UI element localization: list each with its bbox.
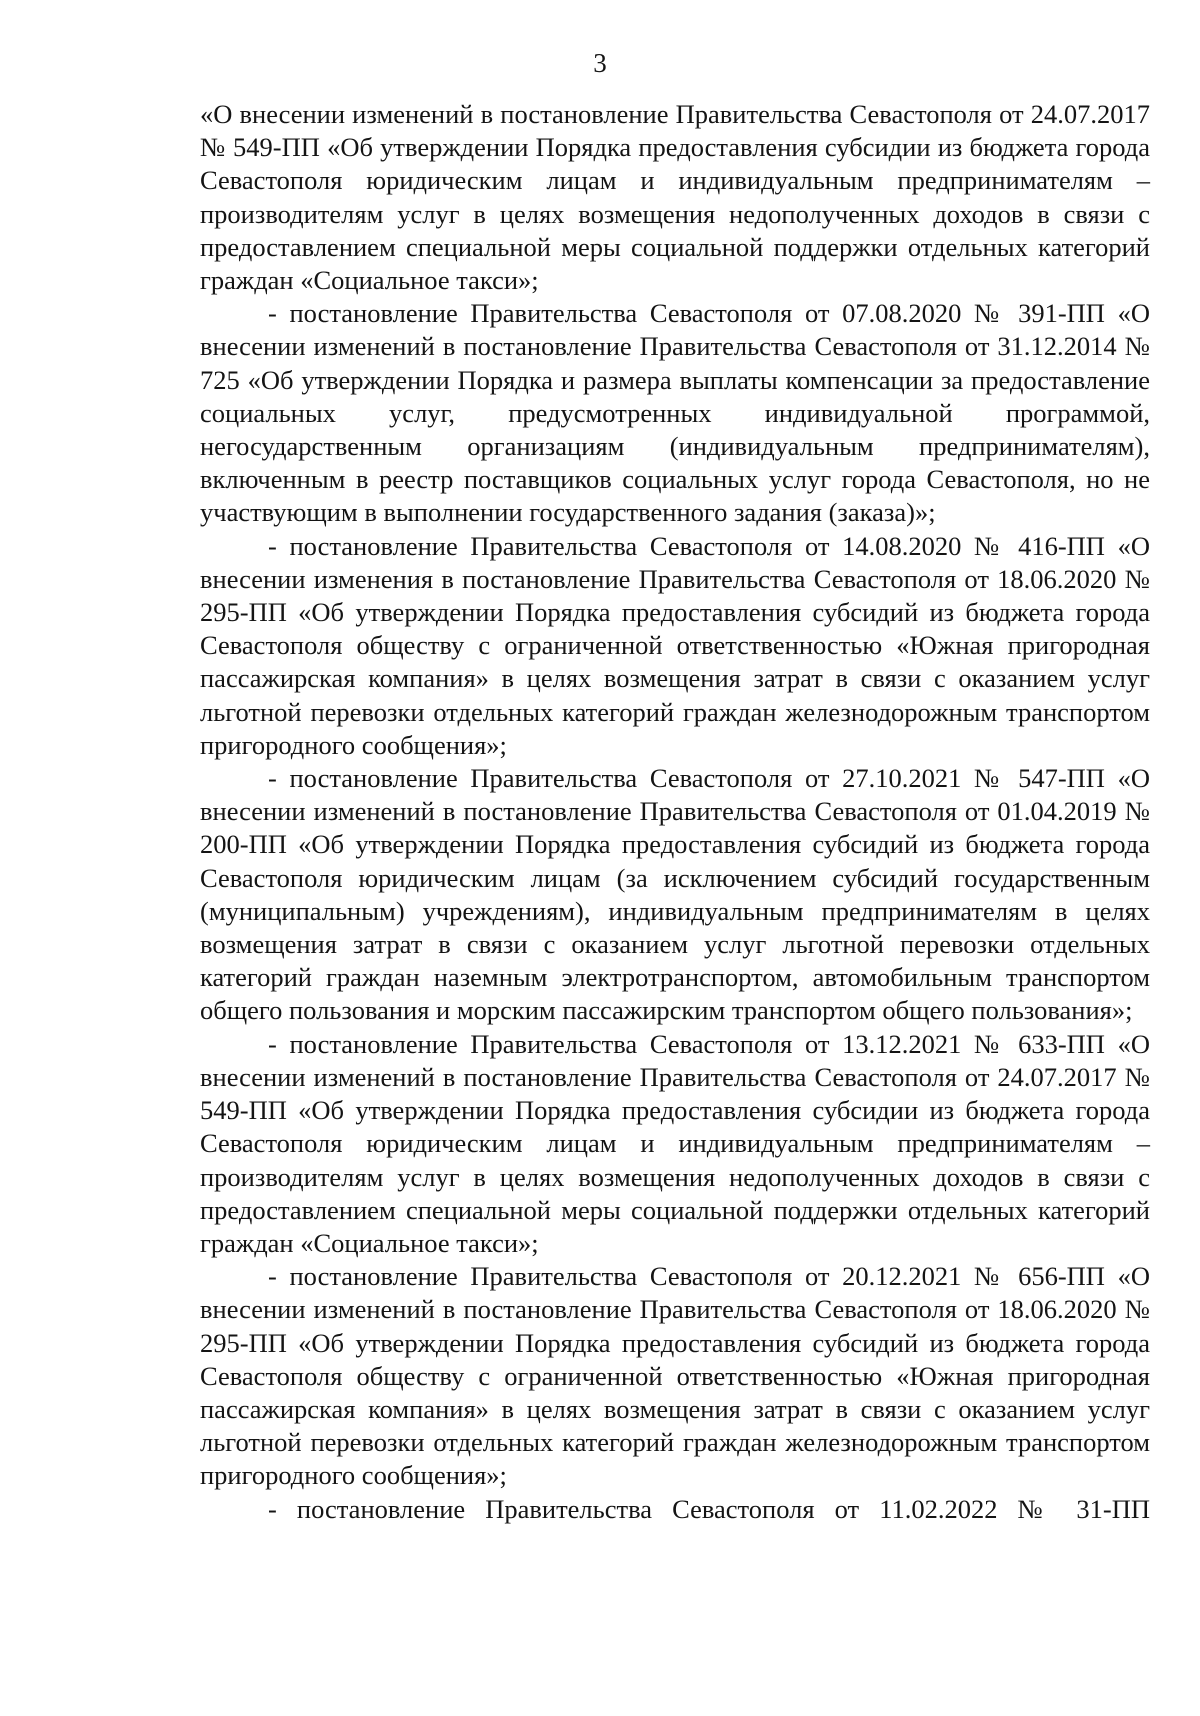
page-number: 3 xyxy=(593,48,607,78)
paragraph: - постановление Правительства Севастополя от 14.08.2020 № 416-ПП «О внесении изменения в постановление Правительства Севастополя от 18.06.2020 № 295-ПП «Об утверждении Порядка предоставления субсидий из бюджета города Севастополя обществу с ограниченной ответственностью «Южная пригородная пассажирская компания» в целях возмещения затрат в связи с оказанием услуг льготной перевозки отдельных категорий граждан железнодорожным транспортом пригородного сообщения»; xyxy=(200,530,1150,760)
paragraph: - постановление Правительства Севастополя от 07.08.2020 № 391-ПП «О внесении изменений в постановление Правительства Севастополя от 31.12.2014 № 725 «Об утверждении Порядка и размера выплаты компенсации за предоставление социальных услуг, предусмотренных индивидуальной программой, негосударственным организациям (индивидуальным предпринимателям), включенным в реестр поставщиков социальных услуг города Севастополя, но не участвующим в выполнении государственного задания (заказа)»; xyxy=(200,298,1150,528)
paragraph: - постановление Правительства Севастополя от 13.12.2021 № 633-ПП «О внесении изменений в постановление Правительства Севастополя от 24.07.2017 № 549-ПП «Об утверждении Порядка предоставления субсидии из бюджета города Севастополя юридическим лицам и индивидуальным предпринимателям – производителям услуг в целях возмещения недополученных доходов в связи с предоставлением специальной меры социальной поддержки отдельных категорий граждан «Социальное такси»; xyxy=(200,1028,1150,1258)
paragraph: - постановление Правительства Севастополя от 20.12.2021 № 656-ПП «О внесении изменений в постановление Правительства Севастополя от 18.06.2020 № 295-ПП «Об утверждении Порядка предоставления субсидий из бюджета города Севастополя обществу с ограниченной ответственностью «Южная пригородная пассажирская компания» в целях возмещения затрат в связи с оказанием услуг льготной перевозки отдельных категорий граждан железнодорожным транспортом пригородного сообщения»; xyxy=(200,1261,1150,1491)
document-body xyxy=(200,98,1150,1526)
paragraph: «О внесении изменений в постановление Правительства Севастополя от 24.07.2017 № 549-ПП «Об утверждении Порядка предоставления субсидии из бюджета города Севастополя юридическим лицам и индивидуальным предпринимателям – производителям услуг в целях возмещения недополученных доходов в связи с предоставлением специальной меры социальной поддержки отдельных категорий граждан «Социальное такси»; xyxy=(200,99,1150,296)
paragraph: - постановление Правительства Севастополя от 27.10.2021 № 547-ПП «О внесении изменений в постановление Правительства Севастополя от 01.04.2019 № 200-ПП «Об утверждении Порядка предоставления субсидий из бюджета города Севастополя юридическим лицам (за исключением субсидий государственным (муниципальным) учреждениям), индивидуальным предпринимателям в целях возмещения затрат в связи с оказанием услуг льготной перевозки отдельных категорий граждан наземным электротранспортом, автомобильным транспортом общего пользования и морским пассажирским транспортом общего пользования»; xyxy=(200,763,1150,1026)
paragraph: - постановление Правительства Севастополя от 11.02.2022 № 31-ПП xyxy=(268,1493,1150,1524)
